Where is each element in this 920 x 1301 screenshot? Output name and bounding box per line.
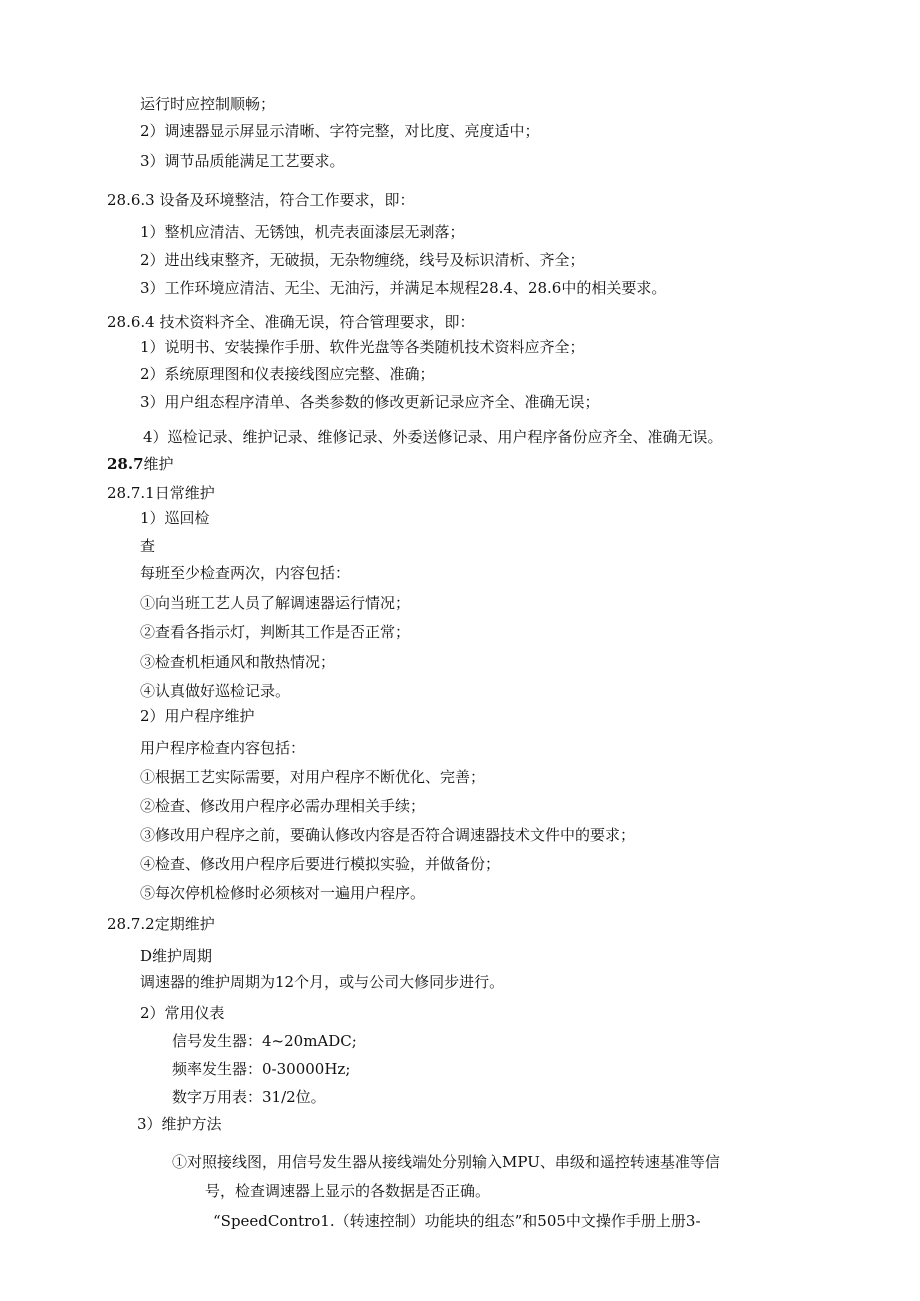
text-line: ①根据工艺实际需要，对用户程序不断优化、完善； [140,768,486,786]
text-line: ①向当班工艺人员了解调速器运行情况； [140,594,411,612]
text-line: 运行时应控制顺畅； [140,95,276,113]
section-heading-28-7 [107,454,174,474]
text-line: 查 [140,537,156,555]
text-line: D维护周期 [140,947,213,965]
text-line: 2）常用仪表 [140,1004,225,1022]
section-title: 维护 [143,455,174,473]
text-line: ②查看各指示灯，判断其工作是否正常； [140,623,411,641]
text-line: ④认真做好巡检记录。 [140,682,291,700]
text-line: ③检查机柜通风和散热情况； [140,653,336,671]
text-line: 3）用户组态程序清单、各类参数的修改更新记录应齐全、准确无误； [140,393,600,411]
text-line: ①对照接线图，用信号发生器从接线端处分别输入MPU、串级和遥控转速基准等信 [172,1153,720,1171]
text-line: 3）工作环境应清洁、无尘、无油污，并满足本规程28.4、28.6中的相关要求。 [140,279,667,297]
section-heading-28-7-2: 28.7.2定期维护 [107,915,215,933]
text-line: 1）整机应清洁、无锈蚀，机壳表面漆层无剥落； [140,223,465,241]
text-line: ②检查、修改用户程序必需办理相关手续； [140,797,426,815]
text-line: 3）调节品质能满足工艺要求。 [140,152,345,170]
text-line: 号，检查调速器上显示的各数据是否正确。 [205,1182,491,1200]
text-line: 频率发生器：0-30000Hz; [172,1060,351,1078]
text-line: 用户程序检查内容包括： [140,739,306,757]
text-line: ③修改用户程序之前，要确认修改内容是否符合调速器技术文件中的要求； [140,826,636,844]
text-line: ⑤每次停机检修时必须核对一遍用户程序。 [140,884,426,902]
text-line: 2）调速器显示屏显示清晰、字符完整，对比度、亮度适中； [140,122,540,140]
text-line: 调速器的维护周期为12个月，或与公司大修同步进行。 [140,973,505,991]
text-line: “SpeedContro1.（转速控制）功能块的组态”和505中文操作手册上册3- [213,1212,701,1230]
text-line: 2）系统原理图和仪表接线图应完整、准确； [140,365,435,383]
text-line: 2）用户程序维护 [140,707,255,725]
text-line: 每班至少检查两次，内容包括： [140,564,351,582]
section-heading-28-6-4: 28.6.4 技术资料齐全、准确无误，符合管理要求，即： [107,313,475,331]
text-line: 3）维护方法 [137,1115,222,1133]
text-line: 数字万用表：31/2位。 [172,1088,326,1106]
text-line: 4）巡检记录、维护记录、维修记录、外委送修记录、用户程序备份应齐全、准确无误。 [143,428,723,446]
text-line: ④检查、修改用户程序后要进行模拟实验，并做备份； [140,855,501,873]
text-line: 信号发生器：4~20mADC; [172,1032,357,1050]
text-line: 2）进出线束整齐，无破损，无杂物缠绕，线号及标识清析、齐全； [140,251,585,269]
text-line: 1）巡回检 [140,509,210,527]
section-number: 28.7 [107,455,144,473]
section-heading-28-6-3: 28.6.3 设备及环境整洁，符合工作要求，即： [107,191,415,209]
section-heading-28-7-1: 28.7.1日常维护 [107,484,215,502]
text-line: 1）说明书、安装操作手册、软件光盘等各类随机技术资料应齐全； [140,338,585,356]
